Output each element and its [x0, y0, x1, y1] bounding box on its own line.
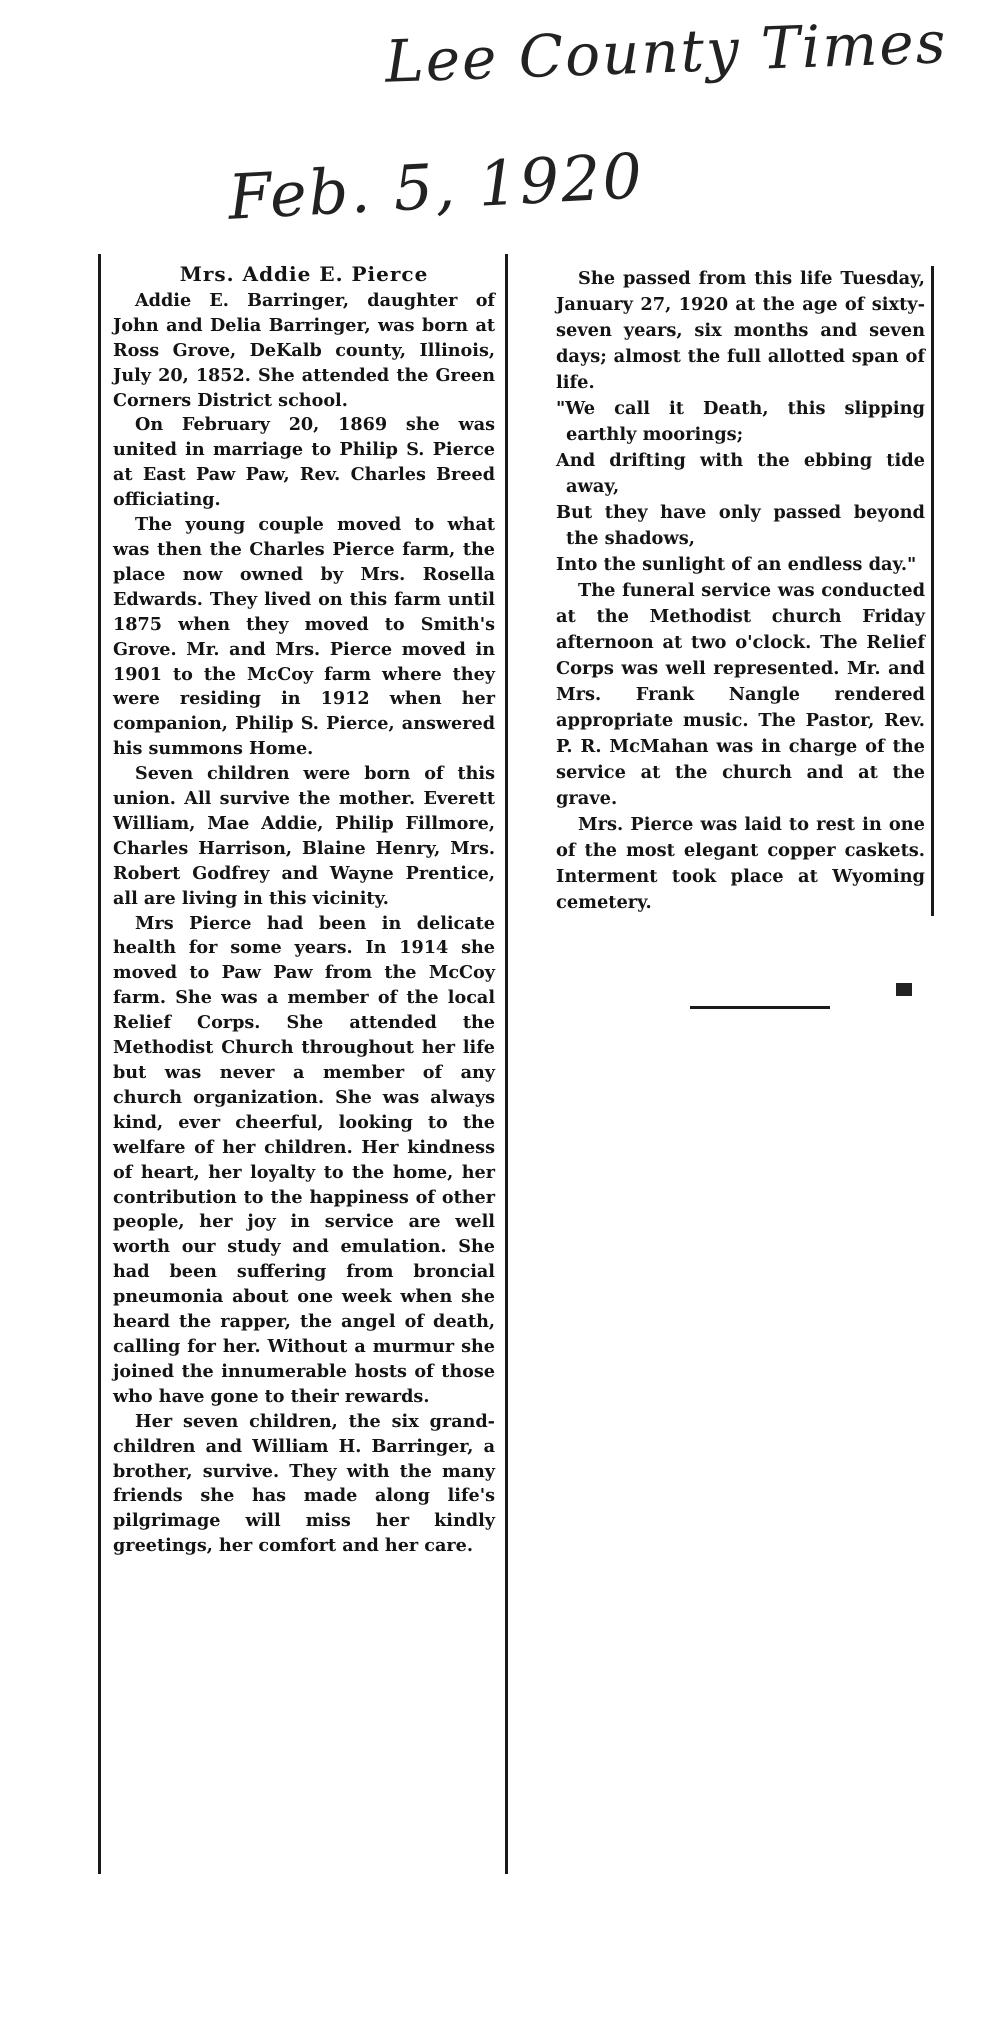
paragraph-birth: Addie E. Barringer, daughter of John and Delia Barringer, was born at Ross Grove, DeKalb county, Illinois, July 20, 1852. She attended the Green Corners District school.	[113, 289, 495, 411]
end-rule	[690, 1006, 830, 1009]
paragraph-children: Seven children were born of this union. All survive the mother. Everett William, Mae Addie, Philip Fillmore, Charles Harrison, Blaine Henry, Mrs. Robert Godfrey and Wayne Prentice, all are living in this vicinity.	[113, 763, 495, 909]
handwritten-date: Feb. 5, 1920	[226, 139, 646, 234]
end-mark	[896, 983, 912, 996]
poem-line: "We call it Death, this slipping earthly moorings;	[556, 398, 925, 445]
poem-line: But they have only passed beyond the shadows,	[556, 502, 925, 549]
paragraph-death: She passed from this life Tuesday, January 27, 1920 at the age of sixty-seven years, six months and seven days; almost the full allotted span of life.	[556, 268, 925, 393]
paragraph-survivors: Her seven children, the six grand-children and William H. Barringer, a brother, survive. They with the many friends she has made along life's pilgrimage will miss her kindly greetings, her comfort and her care.	[113, 1410, 495, 1557]
handwritten-publication-name: Lee County Times	[383, 8, 949, 96]
poem-line: And drifting with the ebbing tide away,	[556, 450, 925, 497]
obituary-heading: Mrs. Addie E. Pierce	[179, 262, 429, 286]
paragraph-character: Mrs Pierce had been in delicate health for some years. In 1914 she moved to Paw Paw from the McCoy farm. She was a member of the local Relief Corps. She attended the Methodist Church throughout her life but was never a member of any church organization. She was always kind, ever cheerful, looking to the welfare of her children. Her kindness of heart, her loyalty to the home, her contribution to the happiness of other people, her joy in service are well worth our study and emulation. She had been suffering from broncial pneumonia about one week when she heard the rapper, the angel of death, calling for her. Without a murmur she joined the innumerable hosts of those who have gone to their rewards.	[113, 912, 495, 1407]
paragraph-interment: Mrs. Pierce was laid to rest in one of the most elegant copper caskets. Interment took place at Wyoming cemetery.	[556, 814, 925, 913]
obituary-left-column	[98, 254, 508, 1874]
paragraph-funeral: The funeral service was conducted at the Methodist church Friday afternoon at two o'clock. The Relief Corps was well represented. Mr. and Mrs. Frank Nangle rendered appropriate music. The Pastor, Rev. P. R. McMahan was in charge of the service at the church and at the grave.	[556, 580, 925, 809]
paragraph-residences: The young couple moved to what was then the Charles Pierce farm, the place now owned by Mrs. Rosella Edwards. They lived on this farm until 1875 when they moved to Smith's Grove. Mr. and Mrs. Pierce moved in 1901 to the McCoy farm where they were residing in 1912 when her companion, Philip S. Pierce, answered his summons Home.	[113, 514, 495, 760]
paragraph-marriage: On February 20, 1869 she was united in marriage to Philip S. Pierce at East Paw Paw, Rev. Charles Breed officiating.	[113, 414, 495, 511]
obituary-right-column	[546, 266, 934, 916]
poem-line: Into the sunlight of an endless day."	[556, 554, 917, 575]
